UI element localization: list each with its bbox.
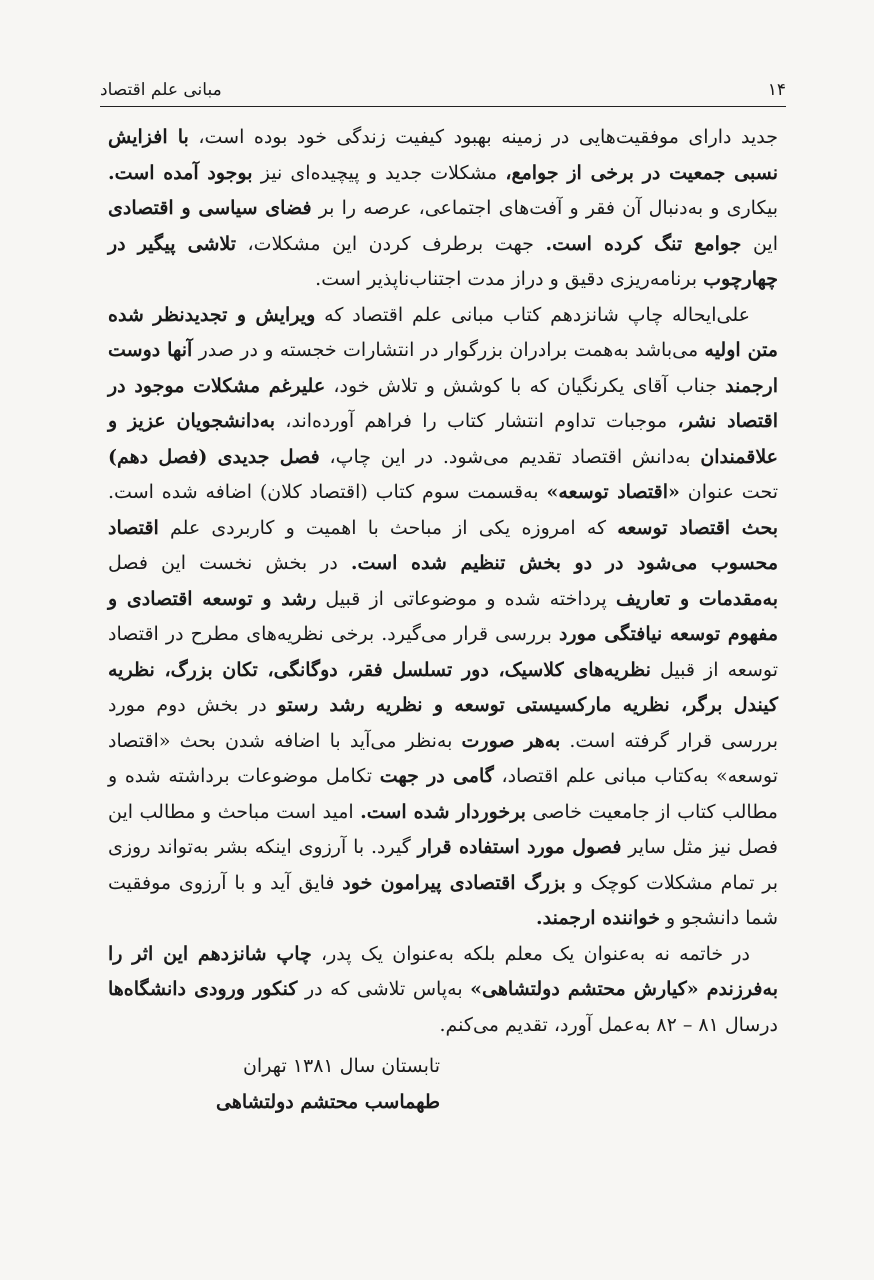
text-run: به‌نظر می‌آید با اضافه شدن بحث «اقتصاد توسعه» به‌کتاب مبانی علم اقتصاد، [108, 729, 779, 787]
text-run: علی‌ایحاله چاپ شانزدهم کتاب مبانی علم اقتصاد که [315, 303, 751, 326]
text-run: «کیارش محتشم دولتشاهی» [470, 978, 707, 1000]
text-run: جدید دارای موفقیت‌هایی در زمینه بهبود کیفیت زندگی خود بوده است، [188, 126, 778, 148]
text-run: جناب آقای یکرنگیان که با کوشش و تلاش خود، [325, 374, 726, 397]
text-run: جوامع تنگ کرده است. [545, 232, 742, 255]
text-run: درسال ۸۱ – ۸۲ به‌عمل آورد، تقدیم می‌کنم. [439, 1013, 778, 1036]
text-run: بوجود آمده است. [108, 161, 253, 184]
text-run: علیرغم مشکلات موجود در اقتصاد نشر، [108, 374, 779, 432]
signature-block [108, 1049, 440, 1120]
text-run: به‌مقدمات و تعاریف [615, 587, 779, 610]
text-run: فصل جدیدی (فصل دهم) [108, 445, 320, 468]
text-run: چاپ شانزدهم این اثر را به‌فرزندم [108, 942, 778, 1000]
text-run: نظریه‌های کلاسیک، دور تسلسل فقر، دوگانگی، تکان بزرگ، نظریه کیندل برگر، نظریه مارکسیستی توسعه و نظریه رشد رستو [108, 658, 778, 716]
header-rule [100, 106, 786, 107]
signature-author: طهماسب محتشم دولتشاهی [216, 1090, 440, 1113]
text-run: بحث اقتصاد توسعه [617, 516, 778, 539]
text-run: تحت عنوان [679, 481, 779, 503]
text-run: رشد و توسعه اقتصادی و مفهوم توسعه نیافتگی مورد [108, 587, 778, 645]
text-run: جهت برطرف کردن این مشکلات، [236, 232, 546, 255]
text-run: پرداخته شده و موضوعاتی از قبیل [316, 587, 616, 610]
text-run: به‌دانشجویان عزیز و علاقمندان [108, 410, 778, 468]
text-run: گامی در جهت [379, 765, 494, 787]
text-run: مشکلات جدید و پیچیده‌ای نیز [252, 161, 506, 184]
text-run: فضای سیاسی و اقتصادی [108, 197, 312, 219]
text-run: ویرایش و تجدیدنظر شده متن اولیه [108, 303, 778, 361]
text-run: گیرد. با آرزوی اینکه بشر به‌تواند روزی بر تمام مشکلات کوچک و [108, 836, 778, 894]
text-run: با افزایش نسبی جمعیت در برخی از جوامع، [108, 126, 778, 184]
text-run: در بخش دوم مورد بررسی قرار گرفته است. [108, 694, 778, 752]
text-run: بررسی قرار می‌گیرد. برخی نظریه‌های مطرح در اقتصاد توسعه از قبیل [108, 623, 778, 681]
signature-date-place: تابستان سال ۱۳۸۱ تهران [242, 1055, 440, 1077]
text-run: به‌پاس تلاشی که در [297, 978, 471, 1000]
paragraph-dedication [108, 937, 778, 1044]
text-run: تکامل موضوعات برداشته شده و مطالب کتاب از جامعیت خاصی [108, 765, 778, 823]
text-run: خواننده ارجمند. [536, 907, 660, 929]
text-run: برنامه‌ریزی دقیق و دراز مدت اجتناب‌ناپذیر است. [315, 268, 704, 290]
text-run: امید است مباحث و مطالب این فصل نیز مثل سایر [108, 800, 778, 858]
text-run: در خاتمه نه به‌عنوان یک معلم بلکه به‌عنوان یک پدر، [311, 942, 750, 965]
paragraph-edition-note [108, 298, 778, 937]
text-run: کنکور ورودی دانشگاه‌ها [108, 978, 298, 1000]
text-run: «اقتصاد توسعه» [546, 481, 680, 503]
text-run: اقتصاد محسوب می‌شود در دو بخش تنظیم شده است. [108, 516, 778, 574]
body-text [108, 120, 778, 1120]
text-run: در بخش نخست این فصل [108, 552, 351, 574]
text-run: این [741, 232, 778, 255]
text-run: می‌باشد به‌همت برادران بزرگوار در انتشارات خجسته و در صدر [192, 339, 705, 361]
text-run: به‌هر صورت [461, 729, 561, 752]
text-run: برخوردار شده است. [360, 800, 526, 823]
running-title: مبانی علم اقتصاد [100, 80, 222, 100]
text-run: فصول مورد استفاده قرار [417, 836, 622, 858]
text-run: فایق آید و با آرزوی موفقیت شما دانشجو و [108, 871, 778, 929]
paragraph-intro [108, 120, 778, 298]
text-run: آنها دوست ارجمند [108, 339, 779, 397]
text-run: بیکاری و به‌دنبال آن فقر و آفت‌های اجتماعی، عرصه را بر [311, 197, 778, 219]
text-run: به‌قسمت سوم کتاب (اقتصاد کلان) اضافه شده است. [108, 481, 547, 503]
text-run: موجبات تداوم انتشار کتاب را فراهم آورده‌اند، [275, 410, 678, 432]
text-run: بزرگ اقتصادی پیرامون خود [342, 871, 566, 894]
text-run: که امروزه یکی از مباحث با اهمیت و کاربردی علم [158, 516, 618, 539]
text-run: تلاشی پیگیر در چهارچوب [108, 232, 778, 290]
text-run: به‌دانش اقتصاد تقدیم می‌شود. در این چاپ، [319, 445, 701, 468]
page-number: ۱۴ [767, 80, 786, 100]
